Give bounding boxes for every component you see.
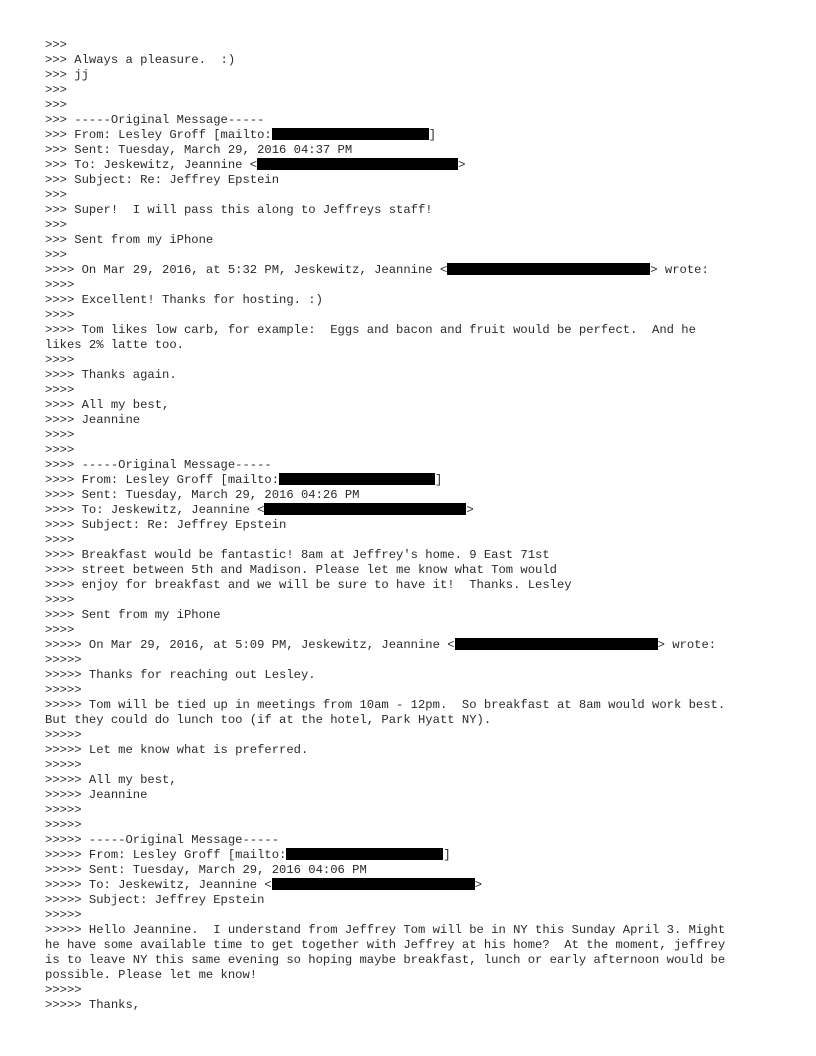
text-line: >>> Always a pleasure. :) <box>45 53 236 67</box>
text-line: >>>>> Jeannine <box>45 788 148 802</box>
text-line: >>>> All my best, <box>45 398 170 412</box>
text-line: >>>>> <box>45 653 82 667</box>
line-text: >>>> From: Lesley Groff [mailto: <box>45 473 280 487</box>
text-line: >>>> <box>45 533 75 547</box>
text-line: likes 2% latte too. <box>45 338 184 352</box>
line-text: > <box>466 503 474 517</box>
redaction-block <box>286 848 443 860</box>
text-line <box>45 263 780 278</box>
text-line: >>> Super! I will pass this along to Jeffreys staff! <box>45 203 433 217</box>
text-line: >>> Sent from my iPhone <box>45 233 214 247</box>
text-line: possible. Please let me know! <box>45 968 258 982</box>
text-line: >>> <box>45 38 67 52</box>
text-line <box>45 848 780 863</box>
redaction-block <box>272 128 429 140</box>
line-text: ] <box>443 848 451 862</box>
text-line: >>>>> <box>45 908 82 922</box>
line-text: ] <box>428 128 437 142</box>
text-line: >>> <box>45 188 67 202</box>
text-line: >>>>> Subject: Jeffrey Epstein <box>45 893 265 907</box>
text-line: >>>>> -----Original Message----- <box>45 833 280 847</box>
redaction-block <box>279 473 435 485</box>
line-text: >>> From: Lesley Groff [mailto: <box>45 128 272 142</box>
text-line: >>> <box>45 218 67 232</box>
line-text: >>>> To: Jeskewitz, Jeannine < <box>45 503 265 517</box>
line-text: > wrote: <box>650 263 709 277</box>
text-line: >>>>> Let me know what is preferred. <box>45 743 309 757</box>
redaction-block <box>455 638 658 650</box>
text-line <box>45 878 780 893</box>
text-line: >>>>> <box>45 818 82 832</box>
text-line: >>> -----Original Message----- <box>45 113 265 127</box>
text-line: is to leave NY this same evening so hoping maybe breakfast, lunch or early afternoon would be <box>45 953 726 967</box>
text-line: >>>>> Sent: Tuesday, March 29, 2016 04:06 PM <box>45 863 367 877</box>
line-text: >>>> On Mar 29, 2016, at 5:32 PM, Jeskewitz, Jeannine < <box>45 263 448 277</box>
text-line: >>>> Excellent! Thanks for hosting. :) <box>45 293 323 307</box>
text-line: >>>> Subject: Re: Jeffrey Epstein <box>45 518 287 532</box>
text-line: >>> jj <box>45 68 89 82</box>
text-line: >>>>> All my best, <box>45 773 177 787</box>
text-line: >>>> Tom likes low carb, for example: Eggs and bacon and fruit would be perfect. And he <box>45 323 696 337</box>
text-line: >>>> <box>45 278 75 292</box>
text-line <box>45 638 780 653</box>
text-line <box>45 128 780 143</box>
text-line: >>> Sent: Tuesday, March 29, 2016 04:37 PM <box>45 143 353 157</box>
text-line: >>> <box>45 248 67 262</box>
line-text: >>>>> On Mar 29, 2016, at 5:09 PM, Jeskewitz, Jeannine < <box>45 638 455 652</box>
text-line: >>>>> <box>45 803 82 817</box>
text-line: >>>>> Thanks for reaching out Lesley. <box>45 668 316 682</box>
line-text: ] <box>435 473 443 487</box>
text-line: >>>> Sent: Tuesday, March 29, 2016 04:26 PM <box>45 488 360 502</box>
line-text: > wrote: <box>657 638 717 652</box>
text-line: >>>> <box>45 428 75 442</box>
text-line: >>>>> <box>45 728 82 742</box>
text-line: >>>> -----Original Message----- <box>45 458 272 472</box>
text-line: >>> Subject: Re: Jeffrey Epstein <box>45 173 280 187</box>
text-line: >>>>> <box>45 683 82 697</box>
text-line: >>>> Breakfast would be fantastic! 8am at Jeffrey's home. 9 East 71st <box>45 548 550 562</box>
email-document <box>45 38 780 1013</box>
text-line: >>>> <box>45 593 75 607</box>
text-line: >>>>> <box>45 983 82 997</box>
line-text: >>>>> From: Lesley Groff [mailto: <box>45 848 287 862</box>
text-line: he have some available time to get together with Jeffrey at his home? At the moment, jeffrey <box>45 938 726 952</box>
text-line <box>45 158 780 173</box>
redaction-block <box>447 263 650 275</box>
text-line: >>>>> Tom will be tied up in meetings from 10am - 12pm. So breakfast at 8am would work best. <box>45 698 726 712</box>
text-line: >>>> street between 5th and Madison. Please let me know what Tom would <box>45 563 557 577</box>
redaction-block <box>257 158 458 170</box>
text-line <box>45 473 780 488</box>
text-line: >>> <box>45 98 67 112</box>
text-line: >>> <box>45 83 67 97</box>
line-text: > <box>474 878 483 892</box>
line-text: >>> To: Jeskewitz, Jeannine < <box>45 158 258 172</box>
text-line <box>45 503 780 518</box>
line-text: > <box>458 158 466 172</box>
line-text: >>>>> To: Jeskewitz, Jeannine < <box>45 878 272 892</box>
text-line: >>>> <box>45 443 75 457</box>
text-line: >>>> Sent from my iPhone <box>45 608 221 622</box>
text-line: >>>> Thanks again. <box>45 368 177 382</box>
text-line: >>>>> Thanks, <box>45 998 141 1012</box>
text-line: >>>>> Hello Jeannine. I understand from Jeffrey Tom will be in NY this Sunday April 3. Might <box>45 923 726 937</box>
text-line: But they could do lunch too (if at the hotel, Park Hyatt NY). <box>45 713 492 727</box>
text-line: >>>> <box>45 353 75 367</box>
text-line: >>>> <box>45 383 75 397</box>
redaction-block <box>264 503 466 515</box>
text-line: >>>>> <box>45 758 82 772</box>
text-line: >>>> <box>45 308 75 322</box>
text-line: >>>> enjoy for breakfast and we will be sure to have it! Thanks. Lesley <box>45 578 572 592</box>
text-line: >>>> Jeannine <box>45 413 141 427</box>
redaction-block <box>272 878 475 890</box>
text-line: >>>> <box>45 623 75 637</box>
